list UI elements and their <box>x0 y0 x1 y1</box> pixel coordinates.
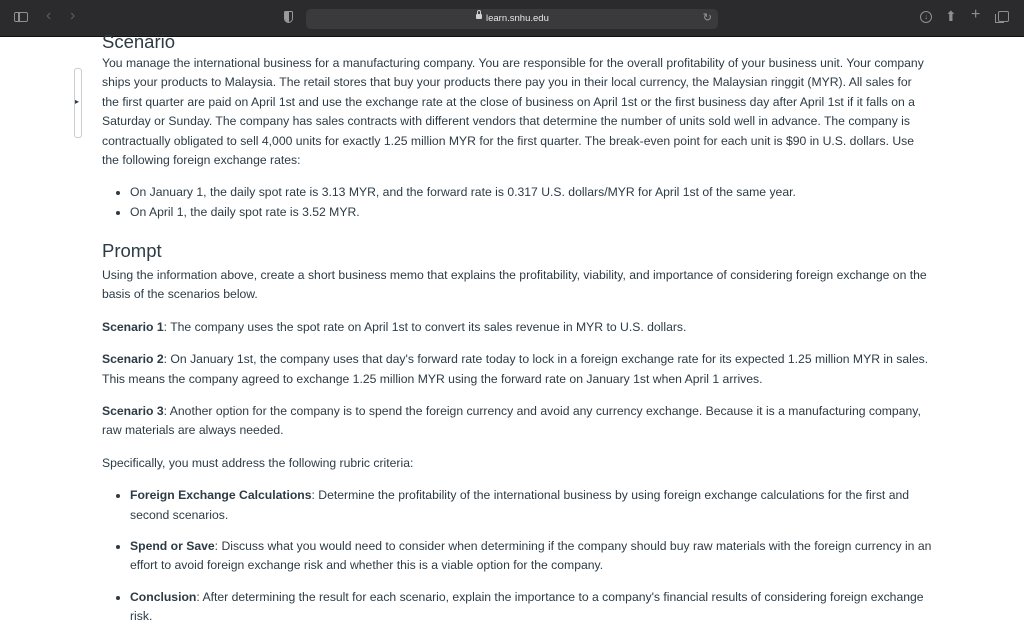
scenario-2 <box>102 350 932 389</box>
tabs-icon[interactable] <box>998 11 1009 22</box>
chevron-right-icon[interactable]: › <box>70 7 76 24</box>
share-icon[interactable]: ⬆ <box>945 8 957 24</box>
criteria-text: : Determine the profitability of the international business by using foreign exchange calculations for the first and second scenarios. <box>130 488 910 522</box>
download-icon[interactable]: ↓ <box>920 11 932 23</box>
list-item <box>130 537 932 576</box>
criteria-text: : After determining the result for each scenario, explain the importance to a company's financial results of considering foreign exchange risk. <box>130 589 924 624</box>
url-text: learn.snhu.edu <box>486 13 549 24</box>
address-bar[interactable] <box>306 9 718 29</box>
list-item <box>130 486 932 525</box>
sidebar-icon[interactable] <box>14 12 28 22</box>
scenario-3-label: Scenario 3 <box>102 404 164 419</box>
criteria-list <box>102 486 932 626</box>
criteria-label: Conclusion <box>130 589 197 604</box>
list-item: • On April 1, the daily spot rate is 3.52 MYR. <box>130 203 932 222</box>
scenario-2-text: : On January 1st, the company uses that day's forward rate today to lock in a foreign exchange rate for its expected 1.25 million MYR in sales. This means the company agreed to exchange 1.25 million MYR using the forward rate on January 1st when April 1 arrives. <box>102 352 929 386</box>
rates-list <box>102 183 932 222</box>
plus-icon[interactable]: + <box>971 6 981 23</box>
list-item <box>130 588 932 627</box>
criteria-text: : Discuss what you would need to consider when determining if the company should buy raw materials with the foreign currency in an effort to avoid foreign exchange risk and whether this is a viable option for the company. <box>130 539 932 573</box>
scenario-body: You manage the international business for a manufacturing company. You are responsible for the overall profitability of your business unit. Your company ships your products to Malaysia. The retail stores that buy your products there pay you in their local currency, the Malaysian ringgit (MYR). All sales for the first quarter are paid on April 1st and use the exchange rate at the close of business on April 1st or the first business day after April 1st if it falls on a Saturday or Sunday. The company has sales contracts with different vendors that determine the number of units sold well in advance. The company is contractually obligated to sell 4,000 units for exactly 1.25 million MYR for the first quarter. The break-even point for each unit is $90 in U.S. dollars. Use the following foreign exchange rates: <box>102 56 924 168</box>
criteria-label: Foreign Exchange Calculations <box>130 488 312 503</box>
criteria-label: Spend or Save <box>130 539 215 554</box>
scenario-3-text: : Another option for the company is to spend the foreign currency and avoid any currency exchange. Because it is a manufacturing company, raw materials are always needed. <box>102 404 921 438</box>
criteria-intro: Specifically, you must address the following rubric criteria: <box>102 455 414 470</box>
expand-arrow-icon[interactable]: ▸ <box>75 97 80 106</box>
shield-icon[interactable] <box>284 11 293 23</box>
scenario-3 <box>102 402 932 441</box>
lock-icon <box>476 14 482 19</box>
chevron-left-icon[interactable]: ‹ <box>46 7 52 24</box>
prompt-heading: Prompt <box>102 240 162 261</box>
scenario-1 <box>102 318 932 337</box>
scenario-1-text: : The company uses the spot rate on April 1st to convert its sales revenue in MYR to U.S. dollars. <box>163 319 687 334</box>
scenario-2-label: Scenario 2 <box>102 352 164 367</box>
list-item: • On January 1, the daily spot rate is 3.13 MYR, and the forward rate is 0.317 U.S. dollars/MYR for April 1st of the same year. <box>130 183 932 202</box>
reload-icon[interactable]: ↻ <box>702 12 712 24</box>
scenario-heading: Scenario <box>102 31 176 52</box>
prompt-intro: Using the information above, create a short business memo that explains the profitability, viability, and importance of considering foreign exchange on the basis of the scenarios below. <box>102 268 927 302</box>
scenario-1-label: Scenario 1 <box>102 319 164 334</box>
